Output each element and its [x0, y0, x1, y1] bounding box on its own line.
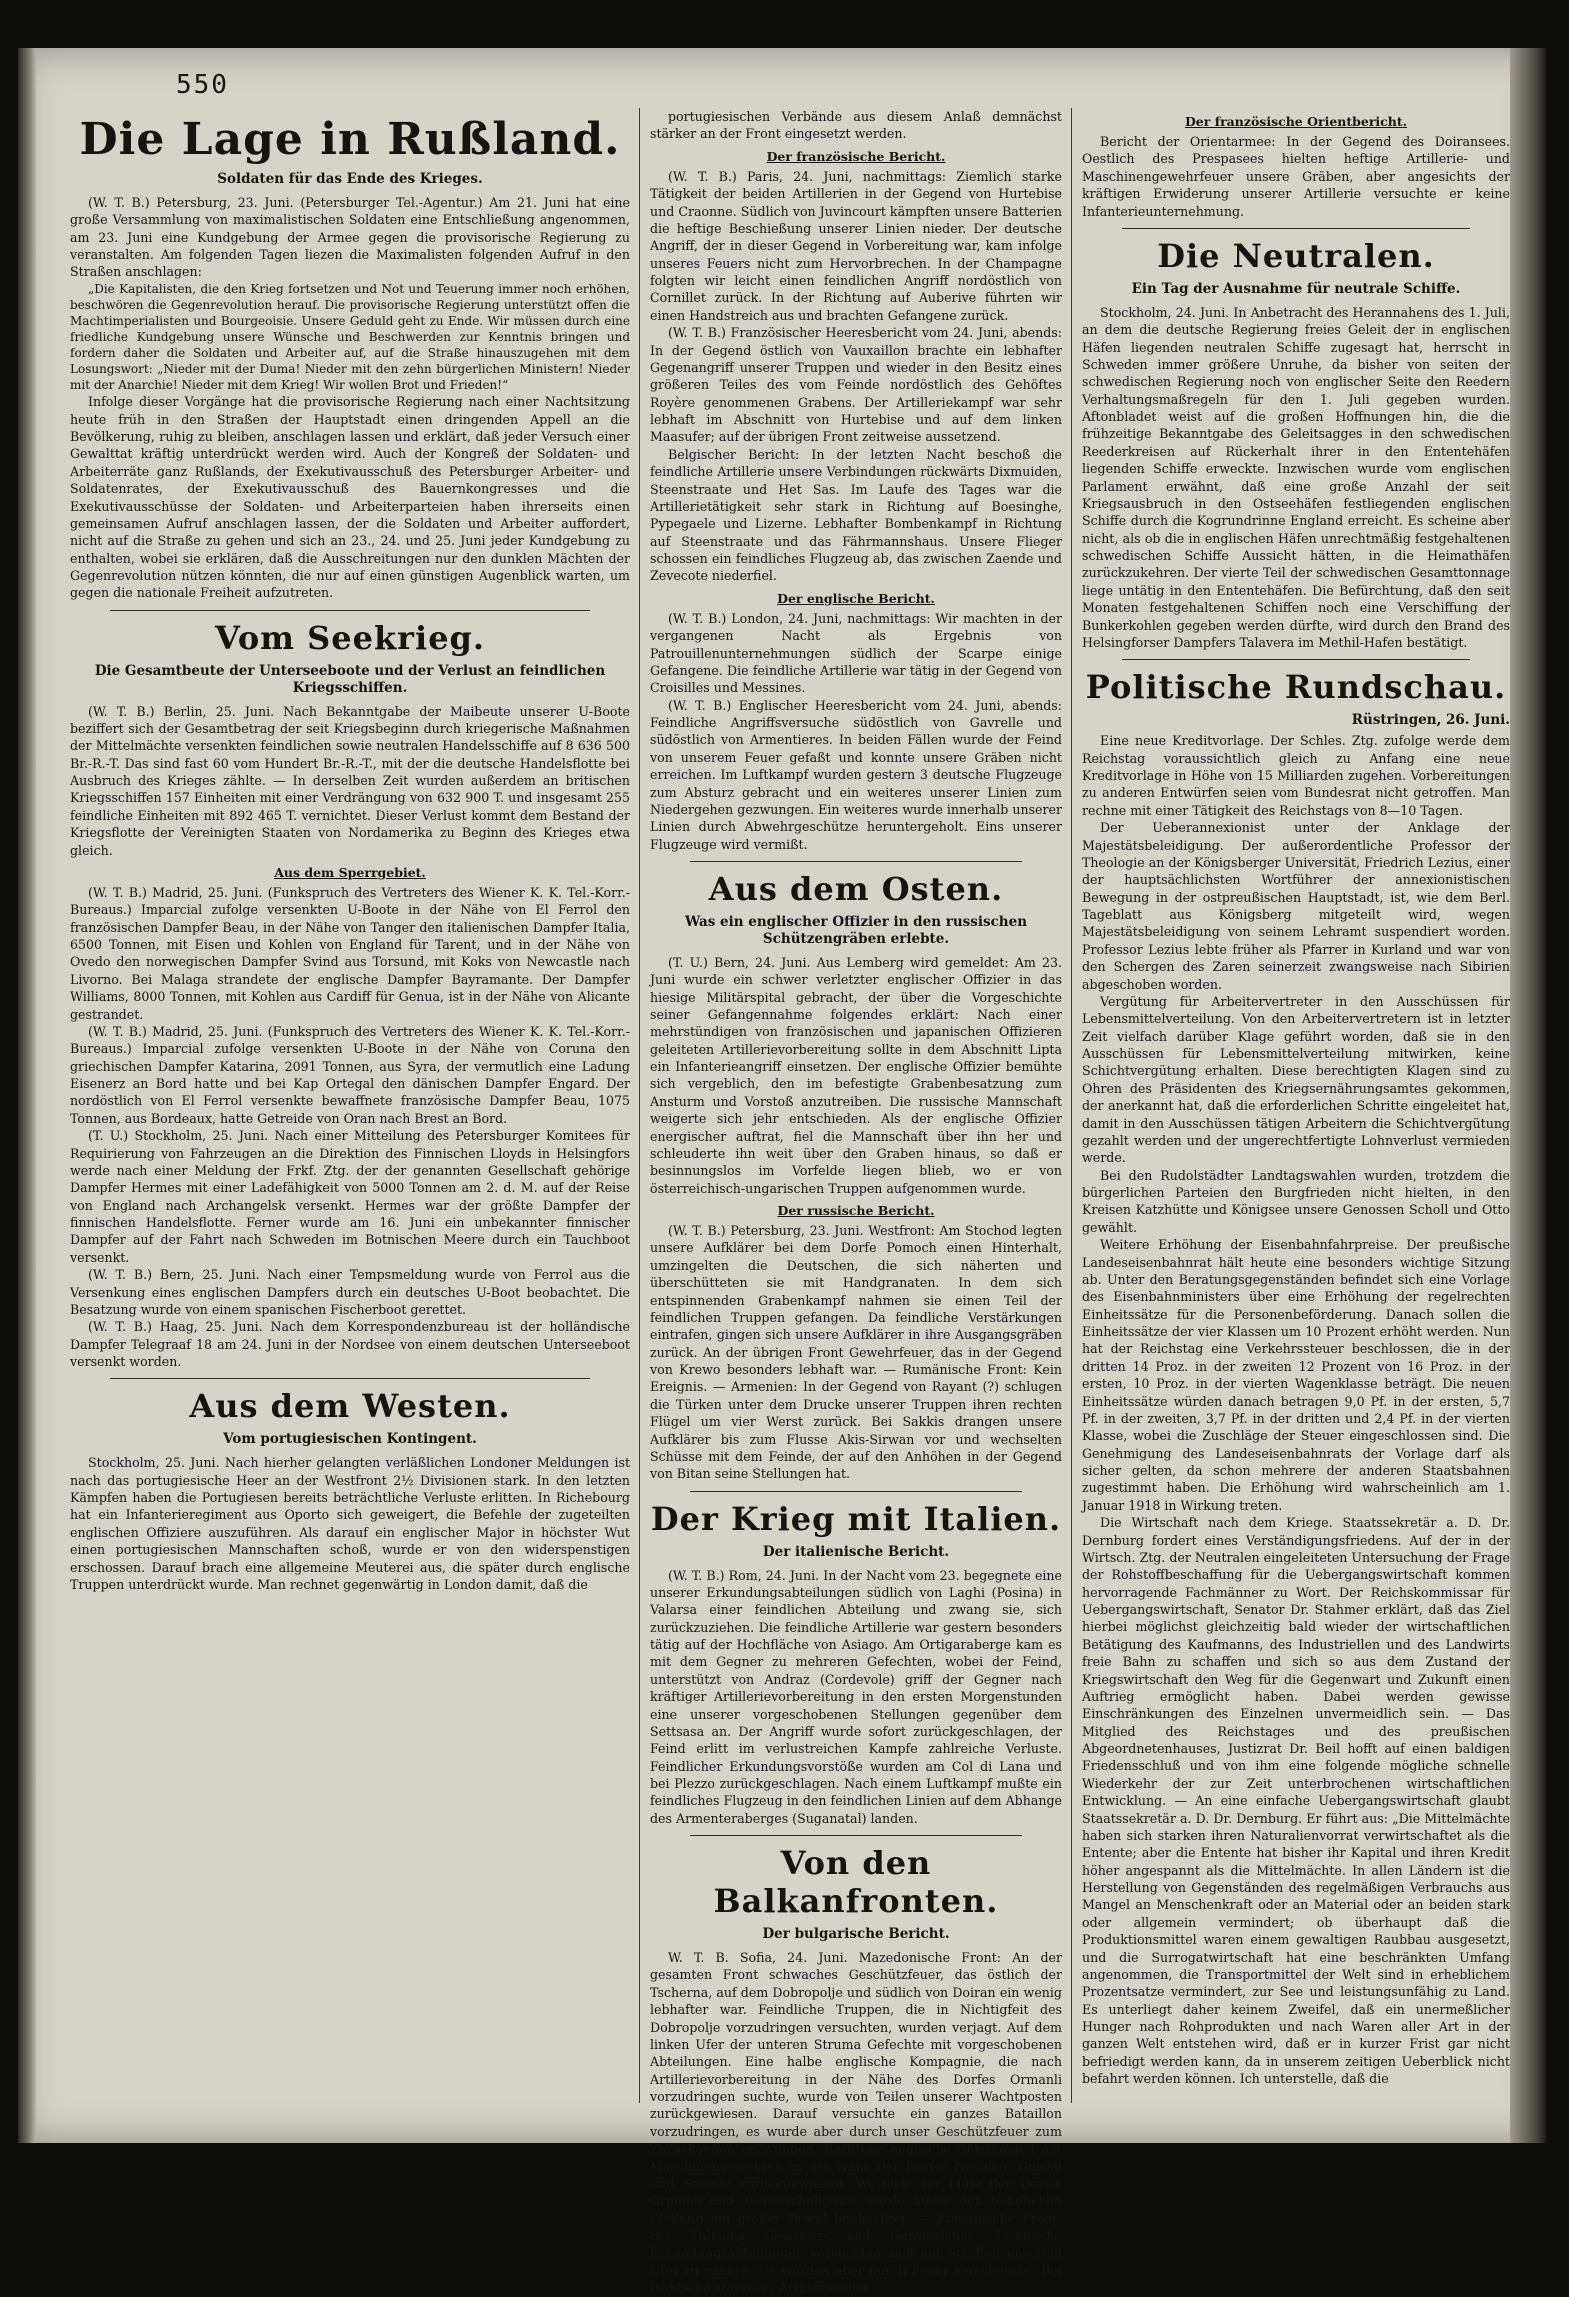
article-paragraph: (W. T. B.) Rom, 24. Juni. In der Nacht vom 23. begegnete eine unserer Erkundungsabteilungen südlich von Laghi (Posina) in Valarsa einer feindlichen Abteilung und zwang sie, sich zurückzuziehen. Die feindliche Artillerie war gestern besonders tätig auf der Hochfläche von Asiago. Am Ortigaraberge kam es mit dem Gegner zu mehreren Gefechten, wobei der Feind, unterstützt von Andraz (Cordevole) griff der Gegner nach kräftiger Artillerievorbereitung in den ersten Morgenstunden eine unserer vorgeschobenen Stellungen gegenüber dem Settsasa an. Der Angriff wurde sofort zurückgeschlagen, der Feind erlitt im verlustreichen Kampfe zahlreiche Verluste. Feindlicher Erkundungsvorstöße wurden am Col di Lana und bei Plezzo zurückgeschlagen. Nach einem Luftkampf mußte ein feindliches Flugzeug in den feindlichen Linien auf dem Abhange des Armenteraberges (Suganatal) landen.: [650, 1567, 1062, 1826]
article-paragraph: Die Wirtschaft nach dem Kriege. Staatssekretär a. D. Dr. Dernburg fordert eines Verständigungsfriedens. Auf der in der Wirtsch. Ztg. der Neutralen eingeleiteten Untersuchung der Frage der Rohstoffbeschaffung für die Uebergangswirtschaft kommen hervorragende Fachmänner zu Wort. Der Reichskommissar für Uebergangswirtschaft, Senator Dr. Stahmer erklärt, daß das Ziel hierbei möglichst gleichzeitig bald wieder der wirtschaftlichen Betätigung des Kaufmanns, des Industriellen und des Landwirts freie Bahn zu schaffen und sich so aus dem Zustand der Kriegswirtschaft den Weg für die Gegenwart und Zukunft einen Auftrieg ermöglicht haben. Dabei werden gewisse Einschränkungen des Einzelnen unvermeidlich sein. — Das Mitglied des Reichstages und des preußischen Abgeordnetenhauses, Justizrat Dr. Beil hofft auf einen baldigen Friedensschluß und von ihm eine folgende mögliche schnelle Wiederkehr der zur Zeit unterbrochenen wirtschaftlichen Entwicklung. — An eine einfache Uebergangswirtschaft glaubt Staatssekretär a. D. Dr. Dernburg. Er führt aus: „Die Mittelmächte haben sich starken ihren Naturalienvorrat verwirtschaftet als die Entente; aber die Entente hat bisher ihr Kapital und ihren Kredit höher angespannt als die Mittelmächte. In allen Ländern ist die Herstellung von Gegenständen des regelmäßigen Verbrauchs aus Mangel an Menschenkraft oder an Material oder an beiden stark oder allgemein vermindert; ob überhaupt daß die Produktionsmittel waren einem gewaltigen Raubbau ausgesetzt, und die Surrogatwirtschaft hat eine beschränkten Umfang angenommen, die Transportmittel der Welt sind in erheblichem Prozentsatze vermindert, zur See und leistungsunfähig zu Land. Es unterliegt daher keinem Zweifel, daß ein unermeßlicher Hunger nach Rohprodukten und nach Waren aller Art in der ganzen Welt entstehen wird, daß er in kurzer Frist gar nicht befriedigt werden kann, da in unserem zeitigen Ueberblick nicht befahrt werden können. Ich unterstelle, daß die: [1082, 1515, 1511, 2087]
section-divider: [110, 610, 590, 611]
article-paragraph: (T. U.) Stockholm, 25. Juni. Nach einer Mitteilung des Petersburger Komitees für Requirierung von Fahrzeugen an die Direktion des Finnischen Lloyds in Helsingfors werde nach einer Meldung der Frkf. Ztg. der der genannten Gesellschaft gehörige Dampfer Hermes mit einer Ladefähigkeit von 5000 Tonnen am 2. d. M. auf der Reise von England nach Archangelsk versenkt. Hermes war der größte Dampfer der finnischen Handelsflotte. Ferner wurde am 16. Juni ein unbekannter finnischer Dampfer auf der Fahrt nach Schweden im Botnischen Meere durch ein Tauchboot versenkt.: [70, 1128, 630, 1265]
subheadline: Der italienische Bericht.: [762, 1543, 950, 1560]
article-paragraph: (W. T. B.) Paris, 24. Juni, nachmittags: Ziemlich starke Tätigkeit der beiden Artillerien in der Gegend von Hurtebise und Craonne. Südlich von Juvincourt kämpften unsere Batterien die heftige Beschießung unserer Linien nieder. Der deutsche Angriff, der in dieser Gegend in Vorbereitung war, kam infolge unseres Feuers nicht zum Hervorbrechen. In der Champagne folgten wir leicht einen feindlichen Angriff nordöstlich von Cornillet zurück. In der Richtung auf Auberive führten wir einen Handstreich aus und brachten Gefangene zurück.: [650, 168, 1062, 323]
headline-neutralen: Die Neutralen.: [1157, 236, 1435, 275]
headline-politische-rundschau: Politische Rundschau.: [1085, 668, 1507, 707]
article-paragraph: (W. T. B.) Berlin, 25. Juni. Nach Bekanntgabe der Maibeute unserer U-Boote beziffert sich der Gesamtbetrag der seit Kriegsbeginn durch kriegerische Maßnahmen der Mittelmächte versenkten feindlichen sowie neutralen Handelsschiffe auf 8 636 500 Br.-R.-T. Das sind fast 60 vom Hundert Br.-R.-T., mit der die deutsche Handelsflotte bei Ausbruch des Krieges zählte. — In derselben Zeit wurden außerdem an britischen Kriegsschiffen 157 Einheiten mit einer Verdrängung von 632 900 T. und insgesamt 255 feindliche Einheiten mit 892 465 T. vernichtet. Dieser Verlust kommt dem Bestand der Kriegsflotte der Vereinigten Staaten von Nordamerika zu Beginn des Krieges etwa gleich.: [70, 703, 630, 858]
section-divider: [690, 861, 1022, 862]
newspaper-page: [18, 48, 1546, 2296]
article-paragraph: (W. T. B.) Haag, 25. Juni. Nach dem Korrespondenzbureau ist der holländische Dampfer Telegraaf 18 am 24. Juni in der Nordsee von einem deutschen Unterseeboot versenkt worden.: [70, 1319, 630, 1370]
headline-italien: Der Krieg mit Italien.: [650, 1499, 1062, 1538]
article-paragraph: (W. T. B.) Madrid, 25. Juni. (Funkspruch des Vertreters des Wiener K. K. Tel.-Korr.-Bureaus.) Imparcial zufolge versenkten U-Boote in der Nähe von Coruna den griechischen Dampfer Katarina, 2091 Tonnen, aus Syra, der vermutlich eine Ladung Eisenerz an Bord hatte und bei Kap Ortegal den dänischen Dampfer Engard. Der nordöstlich von El Ferrol versenkte bewaffnete französische Dampfer Beau, 1075 Tonnen, aus Bordeaux, hatte Getreide von Oran nach Brest an Bord.: [70, 1023, 630, 1126]
subheadline: Der bulgarische Bericht.: [762, 1926, 950, 1943]
article-paragraph: Belgischer Bericht: In der letzten Nacht beschoß die feindliche Artillerie unsere Verbindungen rückwärts Dixmuiden, Steenstraate und Het Sas. Im Laufe des Tages war die Artillerietätigkeit sehr stark in Richtung auf Boesinghe, Pypegaele und Lizerne. Lebhafter Bombenkampf in Richtung auf Steenstraate und das Fährmannshaus. Unsere Flieger schossen ein feindliches Flugzeug ab, das zwischen Zaende und Zevecote niederfiel.: [650, 446, 1062, 584]
book-binding: [18, 48, 36, 2143]
headline-osten: Aus dem Osten.: [708, 870, 1004, 908]
article-paragraph: portugiesischen Verbände aus diesem Anlaß demnächst stärker an der Front eingesetzt werden.: [650, 109, 1062, 142]
column-rule: [1071, 108, 1072, 2103]
column-3: [1082, 108, 1510, 2103]
page-number: 550: [176, 70, 229, 100]
headline-russland: Die Lage in Rußland.: [79, 114, 621, 165]
subheadline: Soldaten für das Ende des Krieges.: [217, 171, 483, 187]
headline-westen: Aus dem Westen.: [189, 1387, 511, 1426]
column-rule: [639, 108, 640, 2103]
report-title: Der englische Bericht.: [777, 590, 935, 606]
article-paragraph: (W. T. B.) Petersburg, 23. Juni. (Petersburger Tel.-Agentur.) Am 21. Juni hat eine große Versammlung von maximalistischen Soldaten eine Entschließung angenommen, am 23. Juni eine Kundgebung der Armee gegen die provisorische Regierung zu veranstalten. Am folgenden Tagen liezen die Maximalisten folgenden Aufruf in den Straßen anschlagen:: [70, 194, 630, 280]
article-paragraph: Vergütung für Arbeitervertreter in den Ausschüssen für Lebensmittelverteilung. Von den Arbeitervertretern ist in letzter Zeit vielfach darüber Klage geführt worden, daß sie in den Ausschüssen für Lebensmittelverteilung mitwirken, keine Schichtvergütung erhalten. Diese berechtigten Klagen sind zu Ohren des Präsidenten des Kriegsernährungsamtes gekommen, der anerkannt hat, daß die erforderlichen Schritte eingeleitet hat, damit in den Ausschüssen tätigen Arbeitern die Schichtvergütung gezahlt werden und der ungerechtfertigte Lohnverlust vermieden werde.: [1082, 993, 1510, 1166]
article-paragraph: Der Ueberannexionist unter der Anklage der Majestätsbeleidigung. Der außerordentliche Professor der Theologie an der Königsberger Universität, Friedrich Lezius, einer der hauptsächlichsten Wortführer der annexionistischen Bewegung in der ostpreußischen Hauptstadt, ist, wie dem Berl. Tageblatt aus Königsberg mitgeteilt wird, wegen Majestätsbeleidigung von seinem Lehramt suspendiert worden. Professor Lezius lebte früher als Pfarrer in Kurland und war von den Schergen des Zaren seinerzeit zwangsweise nach Sibirien abgeschoben worden.: [1082, 820, 1510, 992]
subheadline: Was ein englischer Offizier in den russischen Schützengräben erlebte.: [684, 914, 1028, 947]
subheadline: Vom portugiesischen Kontingent.: [223, 1431, 477, 1448]
report-title: Der französische Bericht.: [766, 148, 946, 164]
article-paragraph: Weitere Erhöhung der Eisenbahnfahrpreise. Der preußische Landeseisenbahnrat hält heute eine besonders wichtige Sitzung ab. Unter den Beratungsgegenständen befindet sich eine Vorlage des Eisenbahnministers über eine Erhöhung der regelrechten Einheitssätze für die Personenbeförderung. Danach sollen die Einheitssätze der vier Klassen um 10 Prozent erhöht werden. Nun hat der Reichstag eine Verkehrssteuer beschlossen, die in der dritten 14 Proz. in der zweiten 12 Prozent von 16 Proz. in der ersten, 10 Proz. in der vierten Wagenklasse beträgt. Die neuen Einheitssätze würden danach betragen 9,0 Pf. in der ersten, 5,7 Pf. in der zweiten, 3,7 Pf. in der dritten und 2,4 Pf. in der vierten Klasse, wobei die Zuschläge der Steuer eingeschlossen sind. Die Genehmigung des Landeseisenbahnrats der Vorlage darf als sicher gelten, da schon mehrere der anderen Staatsbahnen zugestimmt haben. Die Erhöhung wird wahrscheinlich am 1. Januar 1918 in Wirkung treten.: [1082, 1237, 1510, 1513]
report-title: Aus dem Sperrgebiet.: [274, 864, 426, 880]
subheadline: Ein Tag der Ausnahme für neutrale Schiffe.: [1131, 280, 1461, 297]
report-title: Der französische Orientbericht.: [1184, 114, 1408, 129]
article-paragraph: (W. T. B.) London, 24. Juni, nachmittags: Wir machten in der vergangenen Nacht als Ergebnis von Patrouillenunternehmungen südlich der Scarpe einige Gefangene. Die feindliche Artillerie war tätig in der Gegend von Croisilles und Messines.: [650, 610, 1062, 696]
article-paragraph: (W. T. B.) Französischer Heeresbericht vom 24. Juni, abends: In der Gegend östlich von Vauxaillon brachte ein lebhafter Gegenangriff unserer Truppen und wieder in den Besitz eines größeren Teiles des vom Feinde nordöstlich des Gehöftes Royère genommenen Grabens. Der Artilleriekampf war sehr lebhaft im Abschnitt von Hurtebise und auf dem linken Maasufer; auf der übrigen Front zeitweise aussetzend.: [650, 325, 1062, 445]
report-title: Der russische Bericht.: [777, 1203, 935, 1218]
article-paragraph: W. T. B. Sofia, 24. Juni. Mazedonische Front: An der gesamten Front schwaches Geschützfeuer, das östlich der Tscherna, auf dem Dobropolje und südlich von Doiran ein wenig lebhafter war. Feindliche Truppen, die in Nichtigfeit des Dobropolje vorzudringen versuchten, wurden verjagt. Auf dem linken Ufer der unteren Struma Gefechte mit vorgeschobenen Abteilungen. Eine halbe englische Kompagnie, die nach Artillerievorbereitung in der Nähe des Dorfes Ormanli vorzudringen suchte, wurde von Teilen unserer Wachtposten zurückgewiesen. Darauf versuchte ein ganzes Bataillon vorzudringen, es wurde aber durch unser Geschützfeuer zum Zurückgehen gezwungen. Berittene englische Abteilungen mit Maschinengewehren in der Nähe der Dörfer Nevolen, Gniskij und Selimie zurückgewiesen. Westlich der Linie der Dörfer Ormanli und Tschutschuligowo wurde hinter den feindlichen Stellung ein großer Brand beobachtet. — Rumänische Front: Bei Tultscha Geschütz- und Gewehrfeuer. Feindliche Erkundungsabteilungen versuchten sich auf Schiffen unserem Ufer zu nähern, sie wurden aber durch Feuer verscheucht. Bei Isaktscha stärkeres Artilleriefeuer.: [650, 1950, 1062, 2296]
subheadline: Die Gesamtbeute der Unterseeboote und der Verlust an feindlichen Kriegsschiffen.: [94, 662, 606, 696]
article-paragraph: Bei den Rudolstädter Landtagswahlen wurden, trotzdem die bürgerlichen Parteien den Burgfrieden nicht hielten, in den Kreisen Katzhütte und Königsee unsere Genossen Scholl und Otto gewählt.: [1082, 1167, 1510, 1235]
article-paragraph: (W. T. B.) Petersburg, 23. Juni. Westfront: Am Stochod legten unsere Aufklärer bei dem Dorfe Pomoch einen Hinterhalt, umzingelten die Deutschen, die sich näherten und überschütteten sie mit Handgranaten. In dem sich entspinnenden Grabenkampf nahmen sie einen Teil der feindlichen Truppen gefangen. Da feindliche Verstärkungen eintrafen, gingen sich unsere Aufklärer in ihre Ausgangsgräben zurück. An der übrigen Front Gewehrfeuer, das in der Gegend von Krewo besonders lebhaft war. — Rumänische Front: Kein Ereignis. — Armenien: In der Gegend von Rayant (?) schlugen die Türken unter dem Drucke unserer Truppen ihren rechten Flügel um vier Werst zurück. Bei Sakkis drangen unsere Aufklärer bis zum Flusse Akis-Sirwan vor und wechselten Schüsse mit dem Feinde, der auf den Anhöhen in der Gegend von Bitan seine Stellungen hat.: [650, 1223, 1062, 1482]
column-2: [650, 108, 1062, 2296]
article-paragraph: Stockholm, 24. Juni. In Anbetracht des Herannahens des 1. Juli, an dem die deutsche Regierung freies Geleit der in englischen Häfen liegenden neutralen Schiffe zugesagt hat, herrscht in Schweden immer größere Unruhe, da bisher von seiten der schwedischen Regierung noch von englischer Seite den Reedern Verhaltungsmaßregeln für den 1. Juli gegeben wurden. Aftonbladet weist auf die großen Hoffnungen hin, die die frühzeitige Bekanntgabe des Geleitsagges in den schwedischen Reederkreisen auf Rückerhalt ihrer in den Ententehäfen liegenden Schiffe erweckte. Inzwischen wurde vom englischen Parlament erwähnt, daß eine große Anzahl der seit Kriegsausbruch in den Ostseehäfen festliegenden englischen Schiffe durch die Kogrundrinne England erreicht. Es scheine aber nicht, als ob die in englischen Häfen unrechtmäßig festgehaltenen schwedischen Schiffe Aussicht hätten, in die Heimathäfen zurückzukehren. Der vierte Teil der schwedischen Gesamttonnage liege untätig in den Ententehäfen. Die Befürchtung, daß den seit Monaten festgehaltenen Schiffen noch eine Verschiffung der Bunkerkohlen gegeben werden dürfte, wird durch den Brand des Helsingforser Dampfers Talavera im Methil-Hafen bestätigt.: [1082, 304, 1510, 650]
section-divider: [690, 1835, 1022, 1836]
section-divider: [1122, 228, 1470, 229]
article-paragraph: Stockholm, 25. Juni. Nach hierher gelangten verläßlichen Londoner Meldungen ist nach das portugiesische Heer an der Westfront 2½ Divisionen stark. In den letzten Kämpfen haben die Portugiesen bereits beträchtliche Verluste erlitten. In Richebourg hat ein Infanterieregiment aus Oporto sich geweigert, die Befehle der zugeteilten englischen Offiziere auszuführen. Als darauf ein englischer Major in höchster Wut einen portugiesischen Mannschaften schoß, wurde er von den widerspenstigen erschossen. Darauf brach eine allgemeine Meuterei aus, die später durch englische Truppen unterdrückt wurde. Man rechnet gegenwärtig in London damit, daß die: [70, 1455, 630, 1592]
column-1: [70, 108, 630, 2103]
article-paragraph: Infolge dieser Vorgänge hat die provisorische Regierung nach einer Nachtsitzung heute früh in den Straßen der Hauptstadt einen dringenden Appell an die Bevölkerung, ruhig zu bleiben, anschlagen lassen und erklärt, daß jeder Versuch einer Gewalttat kräftig unterdrückt werden wird. Auch der Kongreß der Soldaten- und Arbeiterräte ganz Rußlands, der Exekutivausschuß des Petersburger Arbeiter- und Soldatenrates, der Exekutivausschuß des Bauernkongresses und die Exekutivausschüsse der Soldaten- und Arbeiterparteien haben ihrerseits einen gemeinsamen Aufruf anschlagen lassen, der die Soldaten und Arbeiter auffordert, nicht auf die Straße zu gehen und sich an 23., 24. und 25. Juni jeder Kundgebung zu enthalten, wobei sie erklären, daß die Ausschreitungen nur den dunklen Mächten der Gegenrevolution nützen könnten, die nur auf einen günstigen Augenblick warten, um gegen die nationale Freiheit aufzutreten.: [70, 394, 630, 601]
headline-balkanfronten: Von den Balkanfronten.: [713, 1844, 999, 1921]
dateline: Rüstringen, 26. Juni.: [1351, 712, 1510, 729]
article-paragraph: (W. T. B.) Madrid, 25. Juni. (Funkspruch des Vertreters des Wiener K. K. Tel.-Korr.-Bureaus.) Imparcial zufolge versenkten U-Boote in der Nähe von El Ferrol den französischen Dampfer Beau, in der Nähe von Tanger den italienischen Dampfer Italia, 6500 Tonnen, mit Eisen und Kohlen von England für Tarent, und in der Nähe von Ovedo den norwegischen Dampfer Svind aus Torsund, mit Koks von Newcastle nach Livorno. Bei Malaga strandete der englische Dampfer Bayramante. Der Dampfer Williams, 8000 Tonnen, mit Kohlen aus Cardiff für Genua, ist in der Nähe von Alicante gestrandet.: [70, 884, 630, 1022]
headline-seekrieg: Vom Seekrieg.: [214, 618, 486, 657]
section-divider: [110, 1378, 590, 1379]
article-paragraph: „Die Kapitalisten, die den Krieg fortsetzen und Not und Teuerung immer noch erhöhen, beschwören die Gegenrevolution herauf. Die provisorische Regierung unterstützt offen die Machtimperialisten und Bourgeoisie. Unsere Geduld geht zu Ende. Wir müssen durch eine friedliche Kundgebung unsere Wünsche und Beschwerden zur Kenntnis bringen und fordern daher die Soldaten und Arbeiter auf, auf die Straße hinauszugehen mit dem Losungswort: „Nieder mit der Duma! Nieder mit den zehn bürgerlichen Ministern! Nieder mit der Anarchie! Nieder mit dem Krieg! Wir wollen Brot und Frieden!“: [70, 281, 630, 393]
section-divider: [690, 1491, 1022, 1492]
article-paragraph: Eine neue Kreditvorlage. Der Schles. Ztg. zufolge werde dem Reichstag voraussichtlich gleich zu Anfang eine neue Kreditvorlage in Höhe von 15 Milliarden zugehen. Vorbereitungen zu anderen Entwürfen seien vom Bundesrat nicht getroffen. Man rechne mit einer Tätigkeit des Reichstags von 8—10 Tagen.: [1082, 733, 1510, 818]
page-edge-shadow: [1510, 48, 1546, 2143]
section-divider: [1122, 659, 1470, 660]
article-paragraph: (T. U.) Bern, 24. Juni. Aus Lemberg wird gemeldet: Am 23. Juni wurde ein schwer verletzter englischer Offizier in das hiesige Militärspital gebracht, der über die Vorgeschichte seiner Gefangennahme folgendes erklärt: Nach einer mehrstündigen von französischen und japanischen Offizieren geleiteten Artillerievorbereitung sollte in dem Abschnitt Lipta ein Infanterieangriff einsetzen. Der englische Offizier bemühte sich vergeblich, den im befestigte Grabenbesatzung zum Ansturm und Vorstoß anzutreiben. Die russische Mannschaft weigerte sich jehr entschieden. Als der englische Offizier energischer auftrat, fiel die Mannschaft über ihn her und schleuderte ihn weit über den Graben hinaus, so daß er besinnungslos im Vorfelde liegen blieb, wo er von österreichisch-ungarischen Truppen aufgenommen wurde.: [650, 954, 1062, 1196]
article-paragraph: (W. T. B.) Bern, 25. Juni. Nach einer Tempsmeldung wurde von Ferrol aus die Versenkung eines englischen Dampfers durch ein deutsches U-Boot beobachtet. Die Besatzung wurde von einem spanischen Fischerboot gerettet.: [70, 1267, 630, 1317]
article-paragraph: Bericht der Orientarmee: In der Gegend des Doiransees. Oestlich des Prespasees hielten heftige Artillerie- und Maschinengewehrfeuer unsere Gräben, aber angesichts der kräftigen Erwiderung unserer Artillerie versuchte er keine Infanterieunternehmung.: [1082, 134, 1510, 219]
article-paragraph: (W. T. B.) Englischer Heeresbericht vom 24. Juni, abends: Feindliche Angriffsversuche südöstlich von Gavrelle und südöstlich von Armentieres. In beiden Fällen wurde der Feind von unserem Feuer gefaßt und konnte unsere Gräben nicht erreichen. Im Luftkampf wurden gestern 3 deutsche Flugzeuge zum Absturz gebracht und ein weiteres unserer Linien zum Niedergehen gezwungen. Ein weiteres wurde innerhalb unserer Linien durch Abwehrgeschütze heruntergeholt. Eins unserer Flugzeuge wird vermißt.: [650, 697, 1062, 852]
